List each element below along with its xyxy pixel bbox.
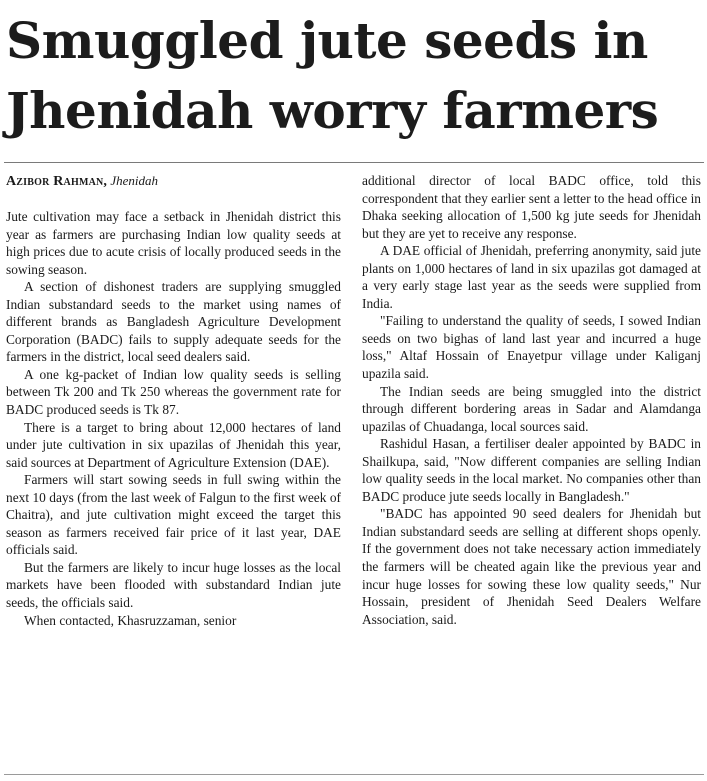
paragraph: Rashidul Hasan, a fertiliser dealer appointed by BADC in Shailkupa, said, "Now different companies are selling Indian low quality seeds in the local market. No companies other than BADC produce jute seeds locally in Bangladesh."	[362, 436, 701, 504]
paragraph: "BADC has appointed 90 seed dealers for Jhenidah but Indian substandard seeds are selling at different shops openly. If the government does not take necessary action immediately the farmers will be cheated again like the previous year and incur huge losses for sowing these low quality seeds," Nur Hossain, president of Jhenidah Seed Dealers Welfare Association, said.	[362, 506, 701, 627]
byline-author: Azibor Rahman,	[6, 174, 108, 189]
byline	[6, 172, 158, 191]
article-column-left	[6, 208, 341, 629]
paragraph: A DAE official of Jhenidah, preferring anonymity, said jute plants on 1,000 hectares of land in six upazilas got damaged at a very early stage last year as the seeds were supplied from India.	[362, 243, 701, 311]
paragraph: A section of dishonest traders are supplying smuggled Indian substandard seeds to the market using names of different brands as Bangladesh Agriculture Development Corporation (BADC) fails to supply adequate seeds for the farmers in the district, local seed dealers said.	[6, 279, 341, 365]
paragraph: A one kg-packet of Indian low quality seeds is selling between Tk 200 and Tk 250 whereas the government rate for BADC produced seeds is Tk 87.	[6, 366, 341, 418]
paragraph: additional director of local BADC office, told this correspondent that they earlier sent a letter to the head office in Dhaka seeking allocation of 1,500 kg jute seeds for Jhenidah but they are yet to receive any response.	[362, 173, 701, 241]
headline-line-1: Smuggled jute seeds in	[6, 11, 648, 70]
paragraph: There is a target to bring about 12,000 hectares of land under jute cultivation in six upazilas of Jhenidah this year, said sources at Department of Agriculture Extension (DAE).	[6, 419, 341, 470]
paragraph: The Indian seeds are being smuggled into the district through different bordering areas in Sadar and Alamdanga upazilas of Chuadanga, local sources said.	[362, 383, 701, 434]
paragraph: When contacted, Khasruzzaman, senior	[24, 612, 237, 628]
paragraph: Jute cultivation may face a setback in Jhenidah district this year as farmers are purchasing Indian low quality seeds at high prices due to acute crisis of locally produced seeds in the sowing season.	[6, 209, 341, 277]
paragraph: Farmers will start sowing seeds in full swing within the next 10 days (from the last week of Falgun to the first week of Chaitra), and jute cultivation might exceed the target this season as farmers received fair price of it last year, DAE officials said.	[6, 472, 341, 558]
headline-line-2: Jhenidah worry farmers	[6, 81, 659, 140]
byline-place: Jhenidah	[110, 173, 159, 188]
headline-divider	[4, 162, 704, 163]
bottom-divider	[4, 774, 704, 775]
headline	[6, 6, 704, 146]
paragraph: But the farmers are likely to incur huge losses as the local markets have been flooded with substandard Indian jute seeds, the officials said.	[6, 559, 341, 611]
paragraph: "Failing to understand the quality of seeds, I sowed Indian seeds on two bighas of land last year and incurred a huge loss," Altaf Hossain of Enayetpur village under Kaliganj upazila said.	[362, 313, 701, 382]
article-column-right	[362, 172, 701, 628]
